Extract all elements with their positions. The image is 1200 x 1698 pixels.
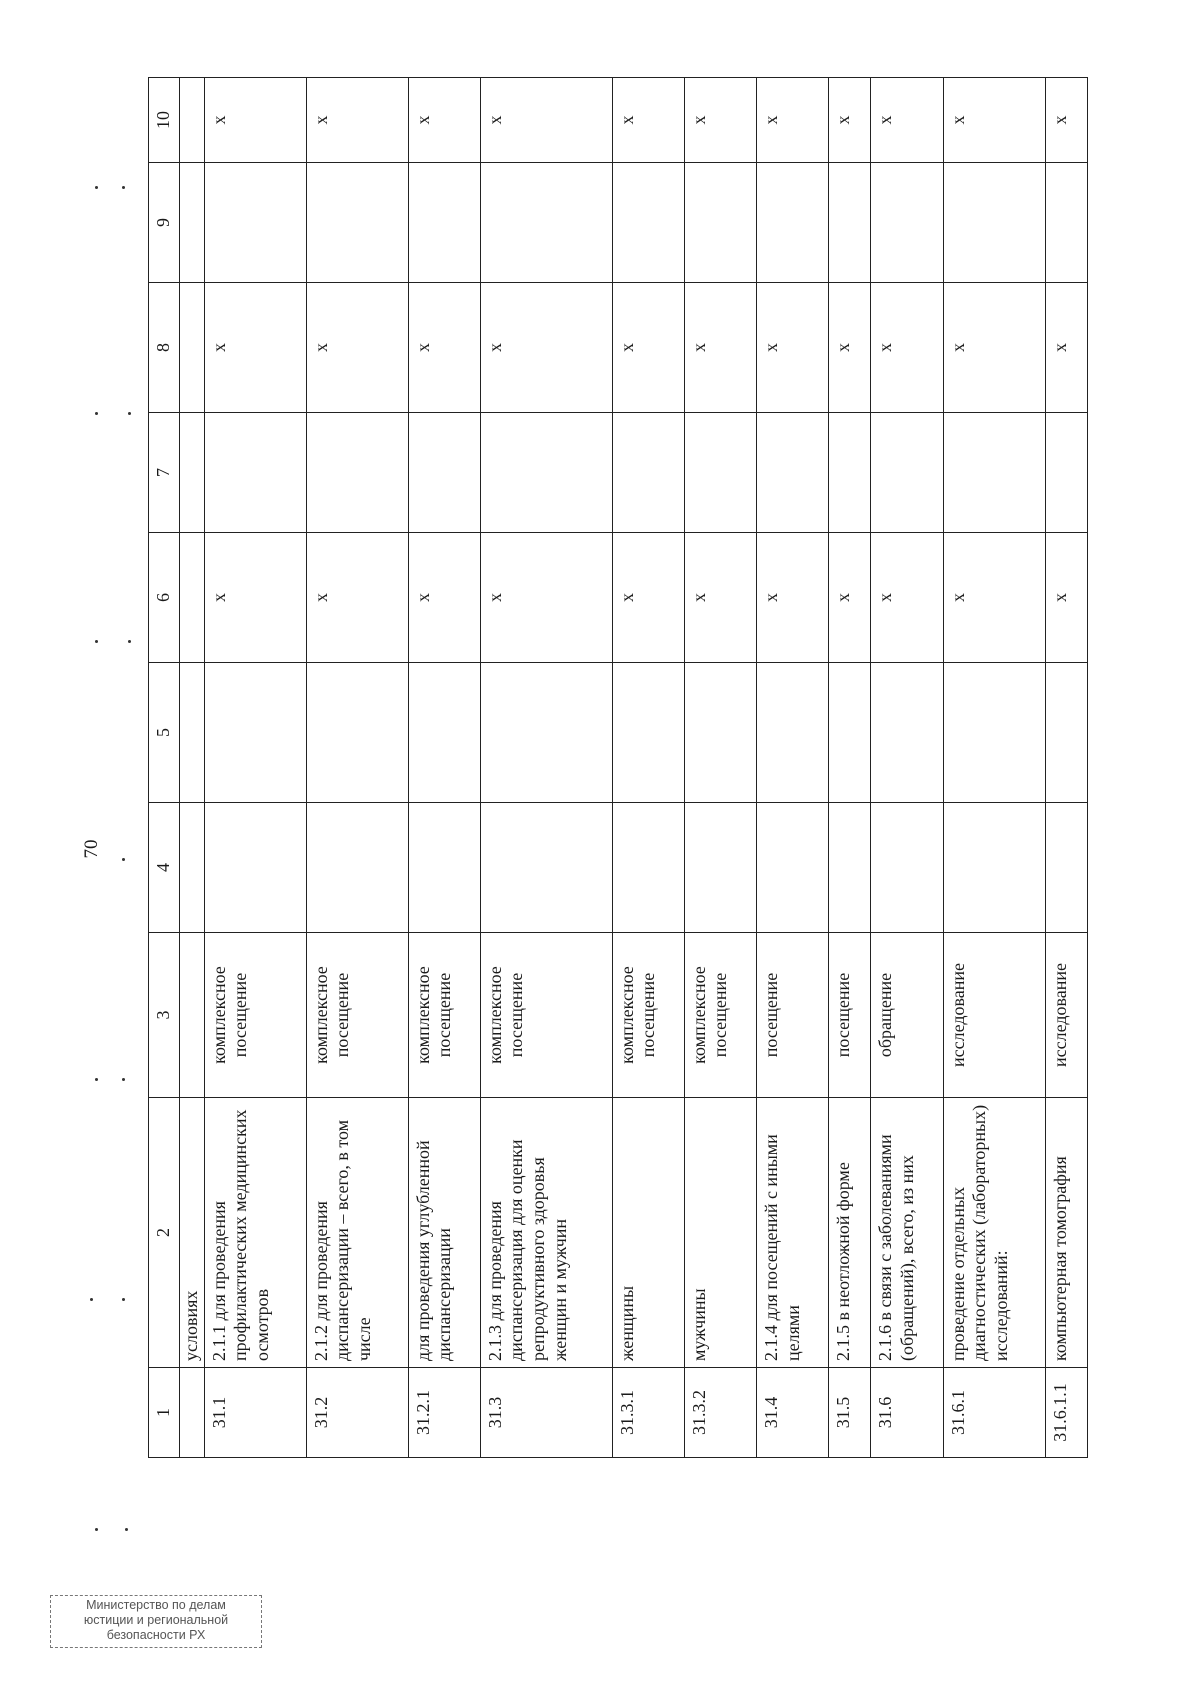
empty-cell [871,663,943,803]
scan-speck [122,858,125,861]
empty-cell [943,413,1045,533]
empty-cell [943,163,1045,283]
empty-cell [480,413,612,533]
header-cell: 9 [149,163,180,283]
empty-cell [408,663,480,803]
header-cell: 5 [149,663,180,803]
empty-cell [756,663,828,803]
scan-speck [95,186,98,189]
row-name: компьютерная томография [1045,1098,1087,1368]
empty-cell [871,413,943,533]
row-number: 31.3.2 [684,1368,756,1458]
row-number: 31.4 [756,1368,828,1458]
empty-cell [1045,803,1087,933]
x-mark-cell: х [684,78,756,163]
empty-cell [1045,163,1087,283]
row-name: 2.1.2 для проведения диспансеризации – всего, в том числе [306,1098,408,1368]
empty-cell [1045,663,1087,803]
registration-stamp [50,1595,262,1648]
x-mark-cell: х [480,78,612,163]
header-cell: 10 [149,78,180,163]
row-name: 2.1.3 для проведения диспансеризация для оценки репродуктивного здоровья женщин и мужчин [480,1098,612,1368]
table-row [829,78,871,1458]
empty-cell [829,803,871,933]
row-number: 31.2.1 [408,1368,480,1458]
x-mark-cell: х [1045,78,1087,163]
row-name: 2.1.4 для посещений с иными целями [756,1098,828,1368]
x-mark-cell: х [204,78,306,163]
empty-cell [871,163,943,283]
empty-cell [612,803,684,933]
x-mark-cell: х [204,533,306,663]
row-unit: исследование [1045,933,1087,1098]
scan-speck [122,1298,125,1301]
row-number: 31.6 [871,1368,943,1458]
empty-cell [684,663,756,803]
scan-speck [128,640,131,643]
x-mark-cell: х [480,283,612,413]
document-table-rotated [148,78,1088,1458]
empty-cell [756,803,828,933]
data-table [148,77,1088,1458]
condition-label: условиях [180,1098,205,1368]
empty-cell [829,413,871,533]
table-row [943,78,1045,1458]
empty-cell [204,663,306,803]
row-name: женщины [612,1098,684,1368]
table-cell [180,283,205,413]
x-mark-cell: х [829,533,871,663]
empty-cell [612,413,684,533]
stamp-line: безопасности РХ [106,1628,206,1642]
scan-speck [125,1528,128,1531]
row-unit: исследование [943,933,1045,1098]
x-mark-cell: х [871,533,943,663]
table-cell [180,533,205,663]
row-unit: комплексное посещение [204,933,306,1098]
empty-cell [480,803,612,933]
x-mark-cell: х [612,533,684,663]
x-mark-cell: х [408,283,480,413]
table-row [871,78,943,1458]
table-cell [180,163,205,283]
header-cell: 7 [149,413,180,533]
header-cell: 6 [149,533,180,663]
empty-cell [756,163,828,283]
empty-cell [943,663,1045,803]
stamp-line: Министерство по делам [86,1598,226,1612]
row-unit: обращение [871,933,943,1098]
empty-cell [612,163,684,283]
condition-row [180,78,205,1458]
empty-cell [204,413,306,533]
scan-speck [95,1078,98,1081]
scan-speck [122,1078,125,1081]
scan-speck [95,412,98,415]
row-name: проведение отдельных диагностических (лабораторных) исследований: [943,1098,1045,1368]
table-row [1045,78,1087,1458]
table-cell [180,663,205,803]
x-mark-cell: х [612,78,684,163]
row-number: 31.3 [480,1368,612,1458]
x-mark-cell: х [480,533,612,663]
empty-cell [684,803,756,933]
empty-cell [408,413,480,533]
empty-cell [829,163,871,283]
table-row [480,78,612,1458]
empty-cell [204,163,306,283]
empty-cell [612,663,684,803]
row-number: 31.6.1.1 [1045,1368,1087,1458]
scan-speck [95,1528,98,1531]
table-row [684,78,756,1458]
scan-speck [122,186,125,189]
header-cell: 4 [149,803,180,933]
table-cell [180,78,205,163]
table-cell [180,933,205,1098]
x-mark-cell: х [829,78,871,163]
x-mark-cell: х [871,78,943,163]
scan-speck [128,412,131,415]
table-row [306,78,408,1458]
x-mark-cell: х [306,78,408,163]
empty-cell [756,413,828,533]
empty-cell [306,663,408,803]
x-mark-cell: х [871,283,943,413]
x-mark-cell: х [306,283,408,413]
x-mark-cell: х [408,78,480,163]
x-mark-cell: х [306,533,408,663]
x-mark-cell: х [829,283,871,413]
empty-cell [480,163,612,283]
empty-cell [306,803,408,933]
row-number: 31.1 [204,1368,306,1458]
x-mark-cell: х [1045,283,1087,413]
table-row [204,78,306,1458]
x-mark-cell: х [684,283,756,413]
table-header-row [149,78,180,1458]
empty-cell [480,663,612,803]
x-mark-cell: х [684,533,756,663]
table-row [408,78,480,1458]
table-cell [180,413,205,533]
empty-cell [829,663,871,803]
empty-cell [684,163,756,283]
row-unit: комплексное посещение [612,933,684,1098]
header-cell: 2 [149,1098,180,1368]
x-mark-cell: х [408,533,480,663]
x-mark-cell: х [756,533,828,663]
empty-cell [408,163,480,283]
row-number: 31.6.1 [943,1368,1045,1458]
stamp-line: юстиции и региональной [83,1613,229,1627]
empty-cell [943,803,1045,933]
x-mark-cell: х [612,283,684,413]
row-unit: комплексное посещение [480,933,612,1098]
table-row [756,78,828,1458]
row-number: 31.2 [306,1368,408,1458]
table-row [612,78,684,1458]
row-unit: комплексное посещение [306,933,408,1098]
x-mark-cell: х [943,283,1045,413]
row-number: 31.3.1 [612,1368,684,1458]
table-cell [180,1368,205,1458]
row-name: 2.1.6 в связи с заболеваниями (обращений), всего, из них [871,1098,943,1368]
scan-speck [90,1298,93,1301]
x-mark-cell: х [943,533,1045,663]
scan-speck [95,640,98,643]
empty-cell [204,803,306,933]
row-name: мужчины [684,1098,756,1368]
table-cell [180,803,205,933]
row-name: 2.1.1 для проведения профилактических медицинских осмотров [204,1098,306,1368]
header-cell: 1 [149,1368,180,1458]
header-cell: 8 [149,283,180,413]
x-mark-cell: х [1045,533,1087,663]
x-mark-cell: х [756,283,828,413]
x-mark-cell: х [943,78,1045,163]
empty-cell [306,413,408,533]
header-cell: 3 [149,933,180,1098]
x-mark-cell: х [756,78,828,163]
empty-cell [684,413,756,533]
empty-cell [1045,413,1087,533]
row-name: 2.1.5 в неотложной форме [829,1098,871,1368]
row-unit: посещение [756,933,828,1098]
x-mark-cell: х [204,283,306,413]
row-number: 31.5 [829,1368,871,1458]
row-unit: комплексное посещение [408,933,480,1098]
empty-cell [306,163,408,283]
empty-cell [408,803,480,933]
empty-cell [871,803,943,933]
page-number: 70 [81,839,102,859]
row-unit: посещение [829,933,871,1098]
row-unit: комплексное посещение [684,933,756,1098]
row-name: для проведения углубленной диспансеризации [408,1098,480,1368]
